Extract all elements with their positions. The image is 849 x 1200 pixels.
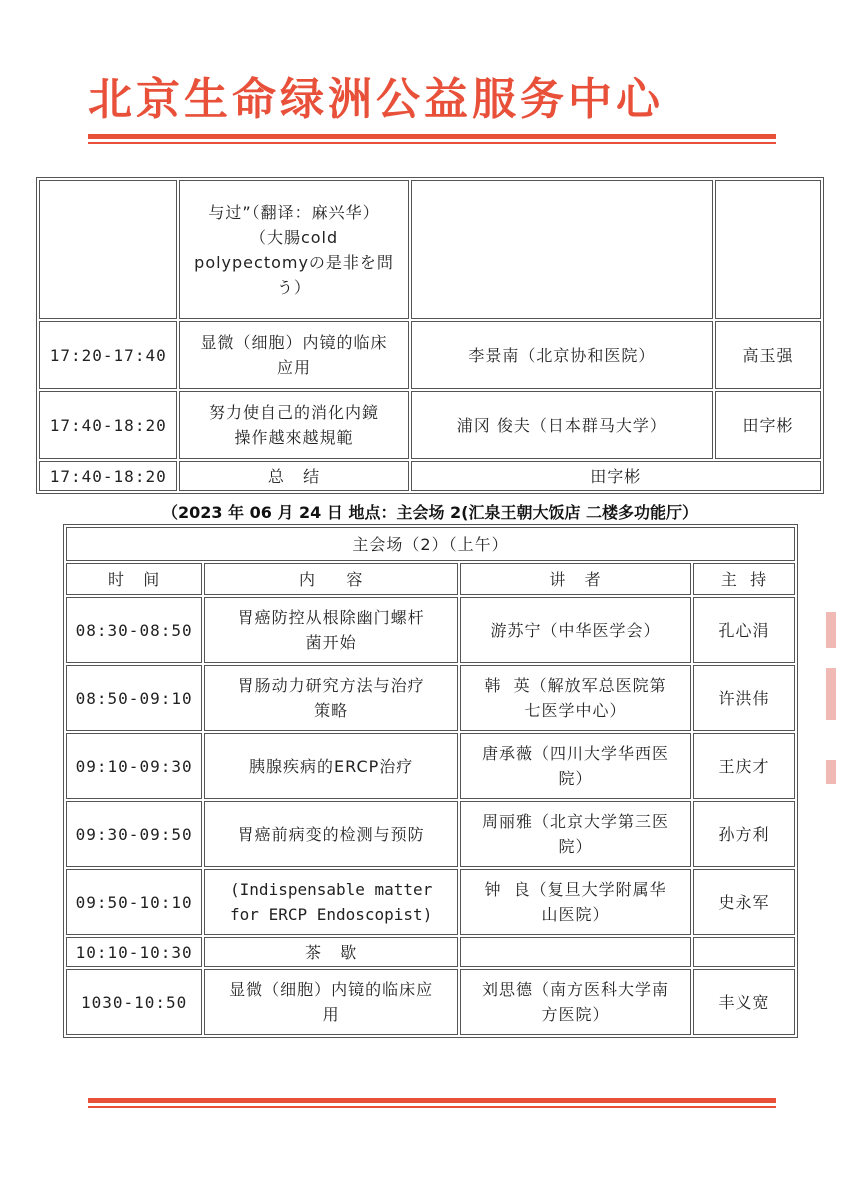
header-host: 主 持 — [693, 563, 795, 595]
speaker-cell: 李景南（北京协和医院） — [411, 321, 713, 389]
table-caption-row — [66, 527, 795, 561]
time-cell: 08:30-08:50 — [66, 597, 202, 663]
speaker-line: 山医院） — [541, 905, 610, 924]
speaker-cell — [460, 801, 691, 867]
footer-rule — [88, 1098, 776, 1108]
speaker-cell — [460, 969, 691, 1035]
speaker-cell — [460, 869, 691, 935]
speaker-cell: 浦冈 俊夫（日本群马大学） — [411, 391, 713, 459]
schedule-table-continued — [36, 177, 824, 494]
time-cell: 17:40-18:20 — [39, 461, 177, 491]
table-row — [66, 597, 795, 663]
letterhead-title: 北京生命绿洲公益服务中心 — [88, 74, 664, 125]
speaker-cell — [411, 180, 713, 319]
time-cell: 10:10-10:30 — [66, 937, 202, 967]
content-line: polypectomyの是非を問 — [194, 252, 394, 272]
content-line: （大腸cold — [249, 227, 339, 247]
table-row — [66, 937, 795, 967]
speaker-cell — [460, 733, 691, 799]
table-row — [39, 391, 821, 459]
table-row — [66, 801, 795, 867]
table-caption: 主会场（2）（上午） — [66, 527, 795, 561]
content-line: (Indispensable matter — [230, 880, 433, 899]
summary-host: 田字彬 — [411, 461, 821, 491]
content-line: for ERCP Endoscopist) — [230, 905, 433, 924]
content-line: 用 — [322, 1005, 340, 1024]
speaker-line: 游苏宁（中华医学会） — [490, 620, 661, 640]
host-cell: 高玉强 — [715, 321, 821, 389]
speaker-line: 院） — [558, 769, 593, 788]
table-header-row — [66, 563, 795, 595]
content-cell — [204, 969, 458, 1035]
speaker-line: 唐承薇（四川大学华西医 — [482, 744, 670, 763]
seal-stamp-fragment — [826, 760, 836, 784]
header-time: 时 间 — [66, 563, 202, 595]
content-line: 显微（细胞）内镜的临床应 — [229, 980, 434, 999]
content-cell — [179, 321, 408, 389]
content-cell — [179, 180, 408, 319]
host-cell: 孔心涓 — [693, 597, 795, 663]
content-line: う） — [277, 277, 312, 297]
time-cell: 17:40-18:20 — [39, 391, 177, 459]
time-cell: 08:50-09:10 — [66, 665, 202, 731]
break-label: 茶 歇 — [204, 937, 458, 967]
speaker-line: 刘思德（南方医科大学南 — [482, 980, 670, 999]
table-row — [66, 869, 795, 935]
table-row — [66, 733, 795, 799]
content-line: 显微（细胞）内镜的临床 — [200, 333, 388, 352]
content-line: 胃肠动力研究方法与治疗 — [237, 676, 425, 695]
speaker-line: 韩 英（解放军总医院第 — [484, 676, 667, 695]
content-line: 操作越來越規範 — [234, 428, 354, 447]
header-speaker: 讲 者 — [460, 563, 691, 595]
table-row — [66, 969, 795, 1035]
content-line: 策略 — [314, 701, 349, 720]
host-cell: 许洪伟 — [693, 665, 795, 731]
content-cell — [179, 391, 408, 459]
content-cell — [204, 801, 458, 867]
table-row — [39, 461, 821, 491]
host-cell: 史永军 — [693, 869, 795, 935]
host-cell: 孙方利 — [693, 801, 795, 867]
schedule-table-main-hall-2 — [63, 524, 798, 1038]
seal-stamp-fragment — [826, 612, 836, 648]
speaker-cell — [460, 937, 691, 967]
content-cell — [204, 665, 458, 731]
speaker-line: 院） — [558, 837, 593, 856]
speaker-line: 周丽雅（北京大学第三医 — [482, 812, 670, 831]
content-line: 努力使自己的消化内鏡 — [209, 403, 380, 422]
content-line: 与过”（翻译：麻兴华） — [208, 202, 380, 222]
speaker-line: 钟 良（复旦大学附属华 — [484, 880, 667, 899]
speaker-cell — [460, 665, 691, 731]
session-info: （2023 年 06 月 24 日 地点：主会场 2(汇泉王朝大饭店 二楼多功能厅） — [161, 503, 699, 522]
content-cell — [204, 869, 458, 935]
host-cell: 王庆才 — [693, 733, 795, 799]
time-cell: 1030-10:50 — [66, 969, 202, 1035]
content-line: 胃癌前病变的检测与预防 — [237, 824, 425, 844]
speaker-cell — [460, 597, 691, 663]
host-cell: 田字彬 — [715, 391, 821, 459]
time-cell: 17:20-17:40 — [39, 321, 177, 389]
content-line: 菌开始 — [305, 633, 357, 652]
letterhead-rule — [88, 134, 776, 144]
host-cell — [693, 937, 795, 967]
content-cell — [204, 597, 458, 663]
header-content: 内 容 — [204, 563, 458, 595]
time-cell: 09:50-10:10 — [66, 869, 202, 935]
seal-stamp-fragment — [826, 668, 836, 720]
host-cell — [715, 180, 821, 319]
summary-label: 总 结 — [179, 461, 408, 491]
table-row — [39, 321, 821, 389]
table-row — [39, 180, 821, 319]
host-cell: 丰义宽 — [693, 969, 795, 1035]
content-line: 胰腺疾病的ERCP治疗 — [249, 756, 414, 776]
time-cell: 09:10-09:30 — [66, 733, 202, 799]
content-line: 胃癌防控从根除幽门螺杆 — [237, 608, 425, 627]
speaker-line: 七医学中心） — [524, 701, 627, 720]
time-cell: 09:30-09:50 — [66, 801, 202, 867]
content-cell — [204, 733, 458, 799]
content-line: 应用 — [277, 358, 312, 377]
time-cell — [39, 180, 177, 319]
speaker-line: 方医院） — [541, 1005, 610, 1024]
table-row — [66, 665, 795, 731]
